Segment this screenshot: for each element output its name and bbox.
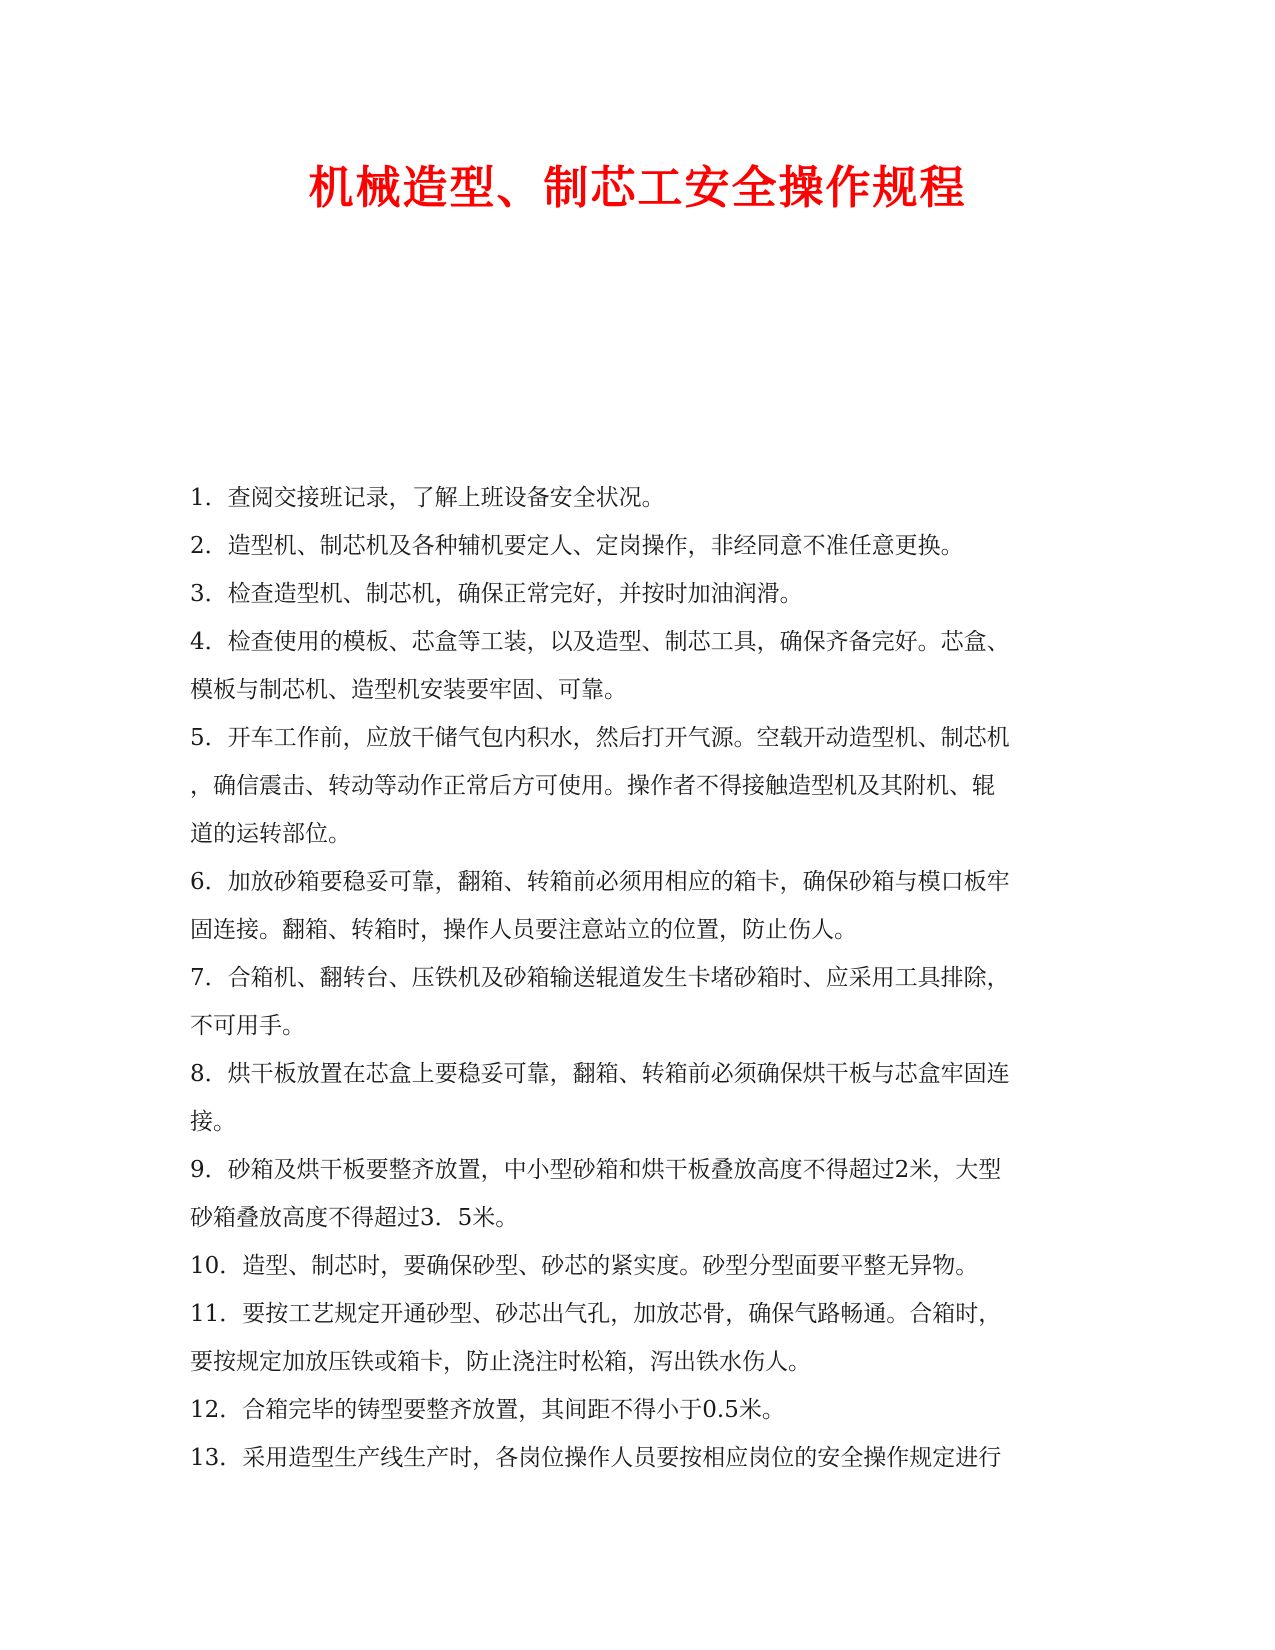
text-line: 9．砂箱及烘干板要整齐放置，中小型砂箱和烘干板叠放高度不得超过2米，大型 <box>190 1157 1002 1183</box>
text-line: 12．合箱完毕的铸型要整齐放置，其间距不得小于0.5米。 <box>190 1397 785 1423</box>
text-line: ，确信震击、转动等动作正常后方可使用。操作者不得接触造型机及其附机、辊 <box>190 773 995 799</box>
text-line: 8．烘干板放置在芯盒上要稳妥可靠，翻箱、转箱前必须确保烘干板与芯盒牢固连 <box>190 1061 1010 1087</box>
text-line: 3．检查造型机、制芯机，确保正常完好，并按时加油润滑。 <box>190 581 803 607</box>
text-line: 固连接。翻箱、转箱时，操作人员要注意站立的位置，防止伤人。 <box>190 917 857 943</box>
text-line: 5．开车工作前，应放干储气包内积水，然后打开气源。空载开动造型机、制芯机 <box>190 725 1010 751</box>
text-line: 6．加放砂箱要稳妥可靠，翻箱、转箱前必须用相应的箱卡，确保砂箱与模口板牢 <box>190 869 1010 895</box>
document-title: 机械造型、制芯工安全操作规程 <box>308 161 967 214</box>
text-line: 接。 <box>190 1109 236 1135</box>
text-line: 道的运转部位。 <box>190 821 351 847</box>
text-line: 10．造型、制芯时，要确保砂型、砂芯的紧实度。砂型分型面要平整无异物。 <box>190 1253 979 1279</box>
text-line: 砂箱叠放高度不得超过3．5米。 <box>190 1205 519 1231</box>
text-line: 要按规定加放压铁或箱卡，防止浇注时松箱，泻出铁水伤人。 <box>190 1349 811 1375</box>
text-line: 模板与制芯机、造型机安装要牢固、可靠。 <box>190 677 627 703</box>
text-line: 不可用手。 <box>190 1013 305 1039</box>
text-line: 7．合箱机、翻转台、压铁机及砂箱输送辊道发生卡堵砂箱时、应采用工具排除， <box>190 965 1010 991</box>
document-body <box>190 474 1080 1482</box>
text-line: 11．要按工艺规定开通砂型、砂芯出气孔，加放芯骨，确保气路畅通。合箱时， <box>190 1301 1002 1327</box>
text-line: 13．采用造型生产线生产时，各岗位操作人员要按相应岗位的安全操作规定进行 <box>190 1445 1002 1471</box>
text-line: 2．造型机、制芯机及各种辅机要定人、定岗操作，非经同意不准任意更换。 <box>190 533 964 559</box>
text-line: 1．查阅交接班记录，了解上班设备安全状况。 <box>190 485 665 511</box>
text-line: 4．检查使用的模板、芯盒等工装，以及造型、制芯工具，确保齐备完好。芯盒、 <box>190 629 1010 655</box>
